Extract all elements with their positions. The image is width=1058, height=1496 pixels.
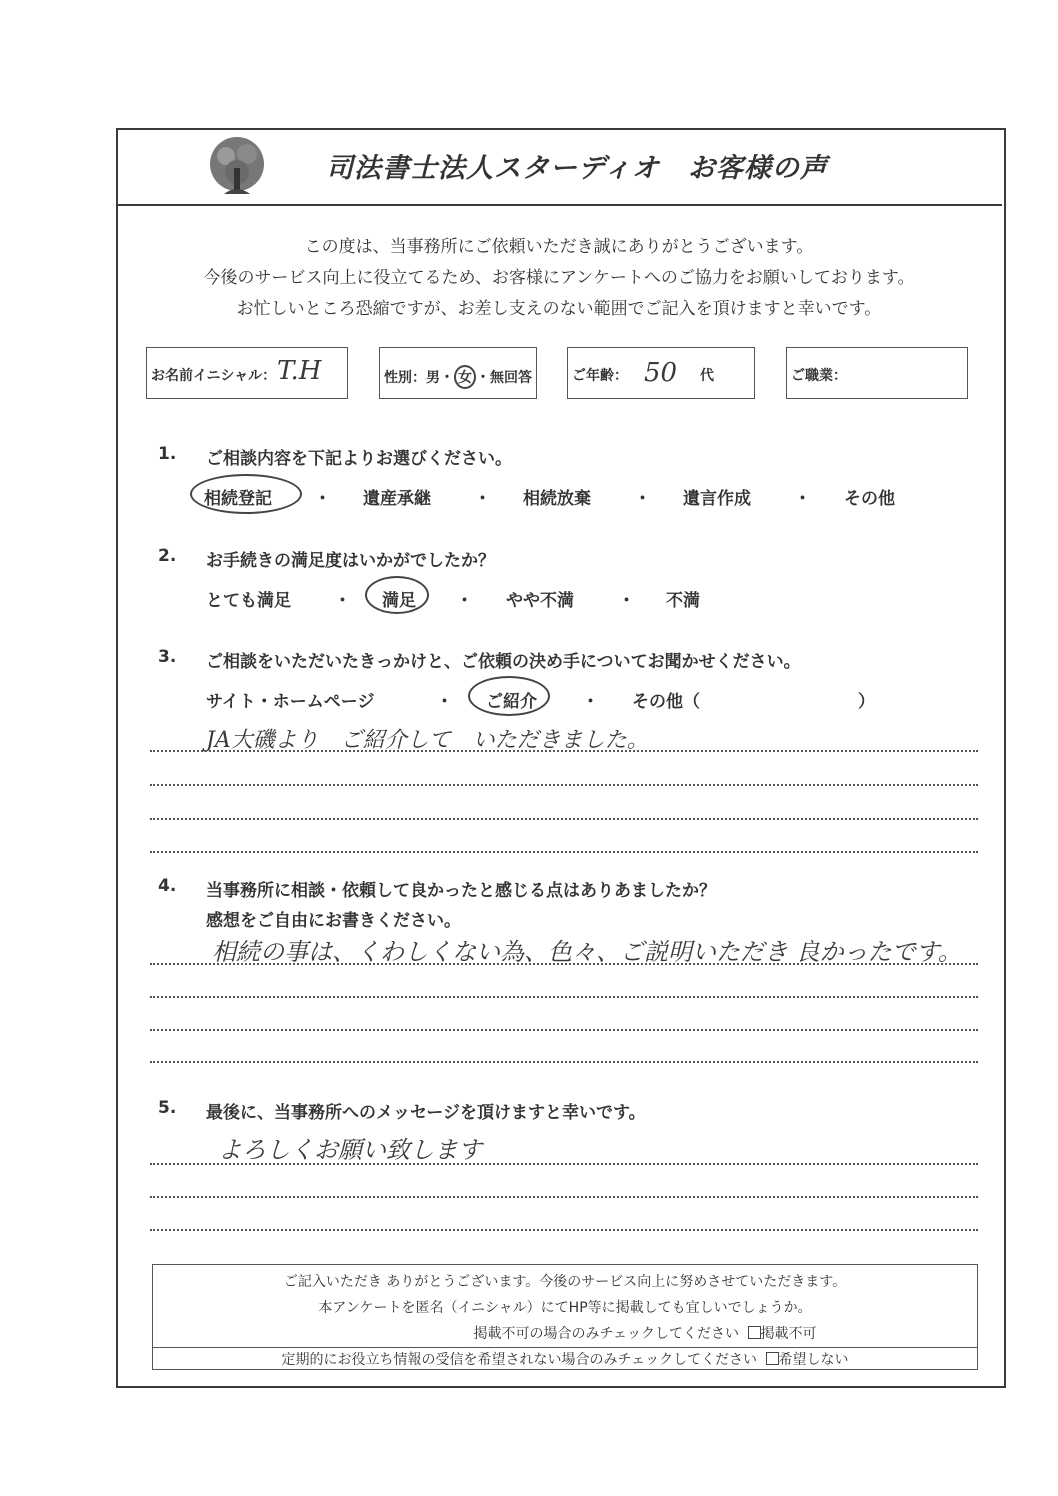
q2-option-4: 不満 [666,591,700,611]
gender-label: 性別： [384,370,426,386]
gender-none: ・無回答 [476,370,532,386]
q1-dot-3: ・ [634,489,651,509]
q3-line-4 [150,851,978,853]
gender-female: 女 [454,365,476,389]
q2-number: 2. [158,546,177,566]
footer-divider [153,1347,977,1348]
q4-line-4 [150,1061,978,1063]
job-label: ご職業： [791,368,847,384]
q3-dot-2: ・ [582,692,599,712]
q3-close-paren: ） [858,692,875,712]
age-box [567,347,755,399]
q4-line-1 [150,963,978,965]
q1-text: ご相談内容を下記よりお選びください。 [206,449,512,469]
initial-box [146,347,348,399]
q2-dot-2: ・ [456,591,473,611]
q1-number: 1. [158,444,177,464]
q1-dot-2: ・ [474,489,491,509]
q3-line-1 [150,750,978,752]
q4-number: 4. [158,876,177,896]
q1-option-1: 相続登記 [204,489,272,509]
q2-option-3: やや不満 [506,591,574,611]
footer-line-4: 定期的にお役立ち情報の受信を希望されない場合のみチェックしてください [281,1352,758,1368]
q3-dot-1: ・ [436,692,453,712]
q4-text-2: 感想をご自由にお書きください。 [206,911,461,931]
q3-option-1: サイト・ホームページ [206,692,375,712]
q2-dot-3: ・ [618,591,635,611]
q3-option-3: その他（ [632,692,700,712]
footer-box [152,1264,978,1370]
age-suffix: 代 [700,368,714,384]
no-publish-label: 掲載不可 [760,1326,817,1342]
q1-option-4: 遺言作成 [683,489,751,509]
q4-text: 当事務所に相談・依頼して良かったと感じる点はありあましたか？ [206,881,716,901]
q3-answer: JA大磯より ご紹介して いただきました。 [206,728,649,753]
q5-line-3 [150,1229,978,1231]
gender-sep: ・ [440,370,454,386]
no-publish-checkbox[interactable] [748,1326,761,1339]
initial-label: お名前イニシャル： [151,368,277,384]
q2-dot-1: ・ [334,591,351,611]
q5-line-2 [150,1196,978,1198]
q3-line-3 [150,818,978,820]
gender-male: 男 [426,370,440,386]
q3-line-2 [150,784,978,786]
intro-line-1: この度は、当事務所にご依頼いただき誠にありがとうございます。 [304,237,814,257]
q1-dot-4: ・ [794,489,811,509]
q3-number: 3. [158,647,177,667]
q5-answer: よろしくお願い致します [218,1136,482,1164]
q2-option-1: とても満足 [206,591,291,611]
job-box [786,347,968,399]
q5-line-1 [150,1163,978,1165]
no-newsletter-checkbox[interactable] [766,1352,779,1365]
age-value: 50 [644,358,678,388]
q3-text: ご相談をいただいたきっかけと、ご依頼の決め手についてお聞かせください。 [206,652,801,672]
initial-value: T.H [277,356,322,386]
q1-dot-1: ・ [314,489,331,509]
q2-option-2: 満足 [382,591,416,611]
footer-line-3: 掲載不可の場合のみチェックしてください [473,1326,740,1342]
q1-option-2: 遺産承継 [363,489,431,509]
age-label: ご年齢： [572,368,628,384]
footer-line-1: ご記入いただき ありがとうございます。今後のサービス向上に努めさせていただきます。 [283,1274,847,1290]
q4-line-2 [150,996,978,998]
tree-logo-icon [202,134,272,204]
q5-number: 5. [158,1098,177,1118]
gender-box [379,347,537,399]
q4-line-3 [150,1029,978,1031]
q1-option-5: その他 [844,489,895,509]
q2-text: お手続きの満足度はいかがでしたか？ [206,551,495,571]
q5-text: 最後に、当事務所へのメッセージを頂けますと幸いです。 [206,1103,646,1123]
q1-option-3: 相続放棄 [523,489,591,509]
header [116,128,1002,206]
q4-answer: 相続の事は、くわしくない為、色々、ご説明いただき 良かったです。 [212,938,962,966]
no-newsletter-label: 希望しない [778,1352,849,1368]
intro-line-2: 今後のサービス向上に役立てるため、お客様にアンケートへのご協力をお願いしております。 [203,268,915,288]
intro-line-3: お忙しいところ恐縮ですが、お差し支えのない範囲でご記入を頂けますと幸いです。 [236,299,882,319]
page-title: 司法書士法人スターディオ お客様の声 [326,153,828,184]
footer-line-2: 本アンケートを匿名（イニシャル）にてHP等に掲載しても宜しいでしょうか。 [318,1300,812,1316]
q3-option-2: ご紹介 [486,692,537,712]
